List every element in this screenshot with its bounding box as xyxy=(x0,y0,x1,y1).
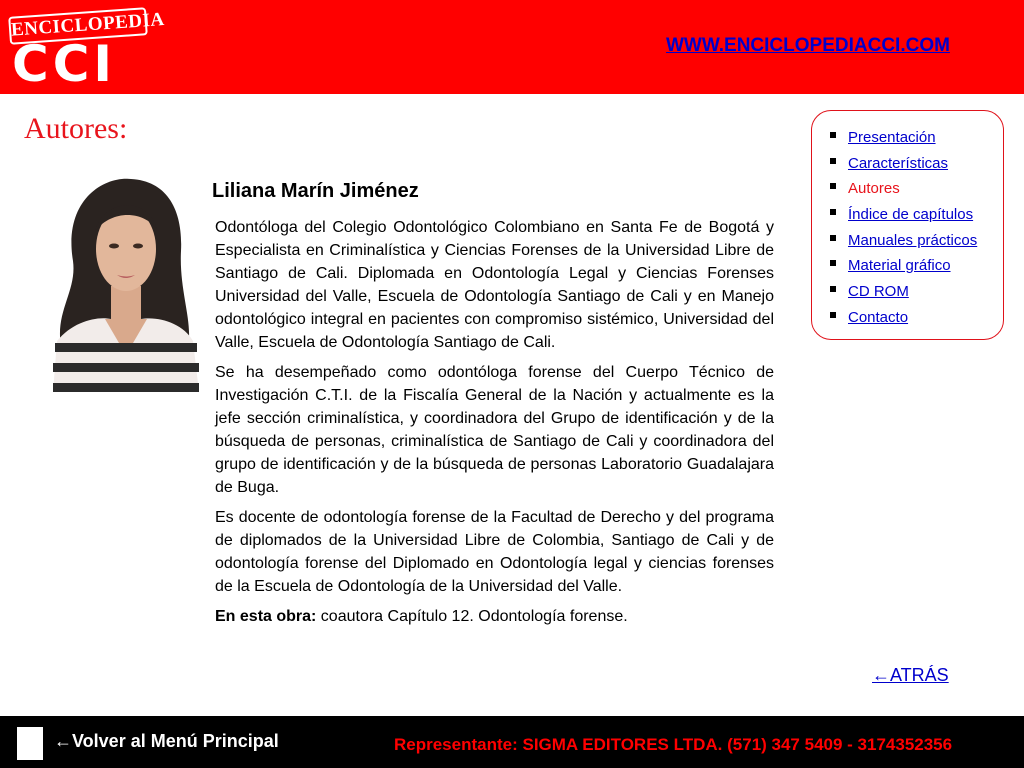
main-menu-link[interactable]: ←Volver al Menú Principal xyxy=(54,731,279,751)
nav-link[interactable]: Autores xyxy=(848,180,900,198)
work-text: coautora Capítulo 12. Odontología forense. xyxy=(316,608,628,625)
site-logo[interactable] xyxy=(6,8,166,93)
bullet-icon xyxy=(830,312,836,318)
logo-cci: CCI xyxy=(12,35,116,93)
bullet-icon xyxy=(830,260,836,266)
bio-paragraph: Se ha desempeñado como odontóloga forense del Cuerpo Técnico de Investigación C.T.I. de la Fiscalía General de la Nación y actualmente es la jefe sección criminalística, y coordinadora del Grupo de identificación y de la búsqueda de personas, criminalística de Santiago de Cali y coordinadora del grupo de identificación y de la búsqueda de personas Laboratorio Guadalajara de Buga. xyxy=(215,364,774,496)
work-paragraph xyxy=(215,605,774,628)
page-title: Autores: xyxy=(24,112,128,145)
nav-item-caracteristicas[interactable] xyxy=(830,151,1003,177)
footer-bar xyxy=(0,716,1024,768)
site-url-link[interactable]: WWW.ENCICLOPEDIACCI.COM xyxy=(666,35,950,56)
author-photo xyxy=(43,171,203,392)
nav-link[interactable]: Presentación xyxy=(848,129,936,146)
footer-square-icon xyxy=(17,727,43,760)
bullet-icon xyxy=(830,286,836,292)
bio-paragraph: Odontóloga del Colegio Odontológico Colombiano en Santa Fe de Bogotá y Especialista en Criminalística y Ciencias Forenses de la Universidad Libre de Santiago de Cali. Diplomada en Odontología Legal y Ciencias Forenses Universidad del Valle, Escuela de Odontología Santiago de Cali y en Manejo odontológico integral en pacientes con compromiso sistémico, Universidad del Valle, Escuela de Odontología Santiago de Cali. xyxy=(215,219,774,351)
author-bio xyxy=(215,216,774,635)
nav-item-indice[interactable] xyxy=(830,202,1003,228)
nav-link[interactable]: Características xyxy=(848,154,949,172)
header-bar xyxy=(0,0,1024,94)
nav-item-autores[interactable] xyxy=(830,176,1003,202)
nav-link[interactable]: Material gráfico xyxy=(848,257,951,275)
work-label: En esta obra: xyxy=(215,608,317,625)
bullet-icon xyxy=(830,183,836,189)
nav-item-contacto[interactable] xyxy=(830,305,1003,331)
nav-item-presentacion[interactable] xyxy=(830,125,1003,151)
nav-link[interactable]: CD ROM xyxy=(848,283,909,301)
nav-item-material[interactable] xyxy=(830,253,1003,279)
nav-item-cdrom[interactable] xyxy=(830,279,1003,305)
nav-link[interactable]: Contacto xyxy=(848,308,909,326)
author-name: Liliana Marín Jiménez xyxy=(212,180,419,202)
bio-paragraph: Es docente de odontología forense de la Facultad de Derecho y del programa de diplomados de la Universidad Libre de Colombia, Santiago de Cali y de odontología forense del Diplomado en Odontología legal y ciencias forenses de la Escuela de Odontología de la Universidad del Valle. xyxy=(215,509,774,595)
nav-link[interactable]: Manuales prácticos xyxy=(848,231,978,249)
nav-item-manuales[interactable] xyxy=(830,228,1003,254)
nav-link[interactable]: Índice de capítulos xyxy=(848,206,974,224)
bullet-icon xyxy=(830,235,836,241)
representative-info: Representante: SIGMA EDITORES LTDA. (571) 347 5409 - 3174352356 xyxy=(394,735,953,754)
logo-wordmark: ENCICLOPEDIA xyxy=(8,7,148,45)
bullet-icon xyxy=(830,158,836,164)
nav-menu xyxy=(811,110,1004,340)
back-link[interactable]: ←ATRÁS xyxy=(872,665,949,685)
bullet-icon xyxy=(830,132,836,138)
bullet-icon xyxy=(830,209,836,215)
